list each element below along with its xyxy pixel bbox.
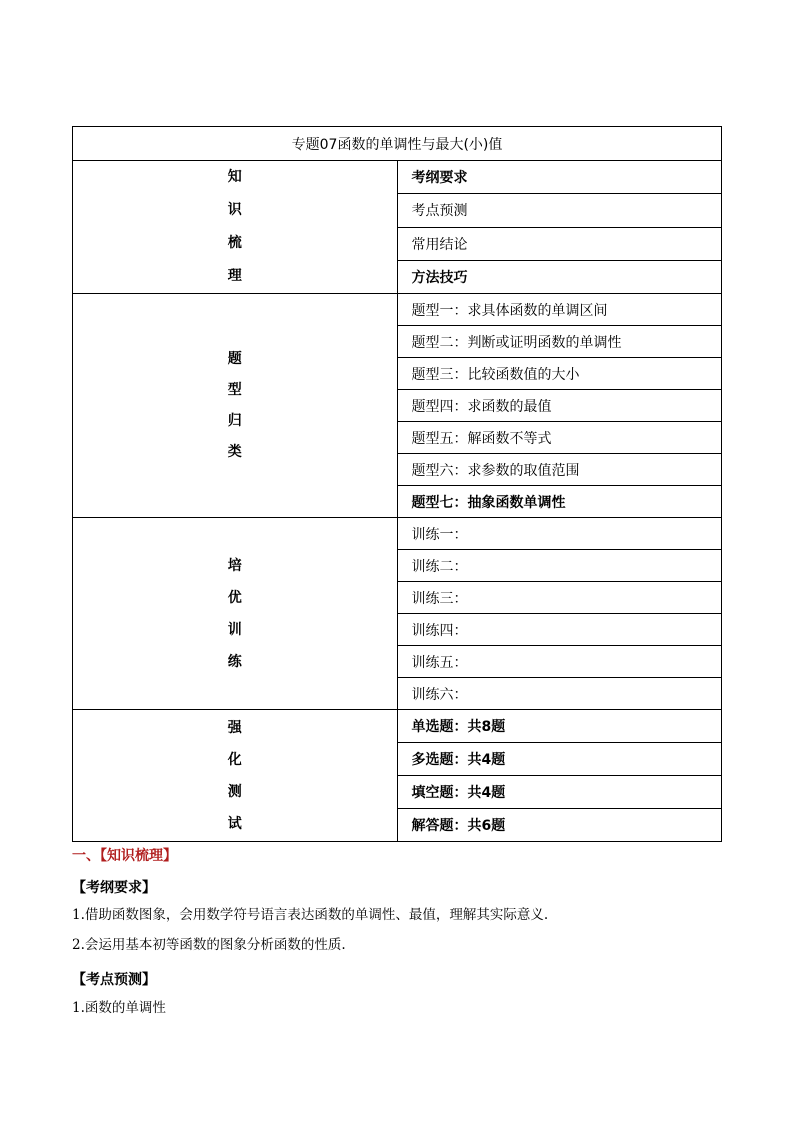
table-row[interactable]: 题型七：抽象函数单调性 <box>397 486 722 518</box>
table-row[interactable]: 题型三：比较函数值的大小 <box>397 358 722 390</box>
section-label-knowledge: 知 识 梳 理 <box>73 161 398 294</box>
table-row[interactable]: 题型五：解函数不等式 <box>397 422 722 454</box>
section-label-test: 强 化 测 试 <box>73 710 398 842</box>
table-row[interactable]: 题型一：求具体函数的单调区间 <box>397 294 722 326</box>
table-row[interactable]: 考点预测 <box>397 194 722 227</box>
table-row[interactable]: 考纲要求 <box>397 161 722 194</box>
subheading-prediction: 【考点预测】 <box>72 972 156 988</box>
table-row[interactable]: 训练三： <box>397 582 722 614</box>
table-row[interactable]: 填空题：共4题 <box>397 776 722 809</box>
subheading-requirements: 【考纲要求】 <box>72 880 156 896</box>
table-row[interactable]: 题型四：求函数的最值 <box>397 390 722 422</box>
paragraph: 2.会运用基本初等函数的图象分析函数的性质. <box>72 937 346 953</box>
table-row[interactable]: 方法技巧 <box>397 260 722 293</box>
table-row[interactable]: 解答题：共6题 <box>397 809 722 842</box>
table-row[interactable]: 训练五： <box>397 646 722 678</box>
section-label-types: 题 型 归 类 <box>73 294 398 518</box>
table-row[interactable]: 题型六：求参数的取值范围 <box>397 454 722 486</box>
table-row[interactable]: 训练二： <box>397 550 722 582</box>
table-row[interactable]: 常用结论 <box>397 227 722 260</box>
paragraph: 1.函数的单调性 <box>72 1000 166 1016</box>
table-row[interactable]: 单选题：共8题 <box>397 710 722 743</box>
table-row[interactable]: 训练四： <box>397 614 722 646</box>
table-title: 专题07函数的单调性与最大(小)值 <box>73 127 722 161</box>
contents-table <box>72 126 722 842</box>
table-row[interactable]: 训练一： <box>397 518 722 550</box>
table-row[interactable]: 多选题：共4题 <box>397 743 722 776</box>
section-label-training: 培 优 训 练 <box>73 518 398 710</box>
paragraph: 1.借助函数图象，会用数学符号语言表达函数的单调性、最值，理解其实际意义. <box>72 907 549 923</box>
table-row[interactable]: 题型二：判断或证明函数的单调性 <box>397 326 722 358</box>
section-heading: 一、【知识梳理】 <box>72 848 177 864</box>
table-row[interactable]: 训练六： <box>397 678 722 710</box>
